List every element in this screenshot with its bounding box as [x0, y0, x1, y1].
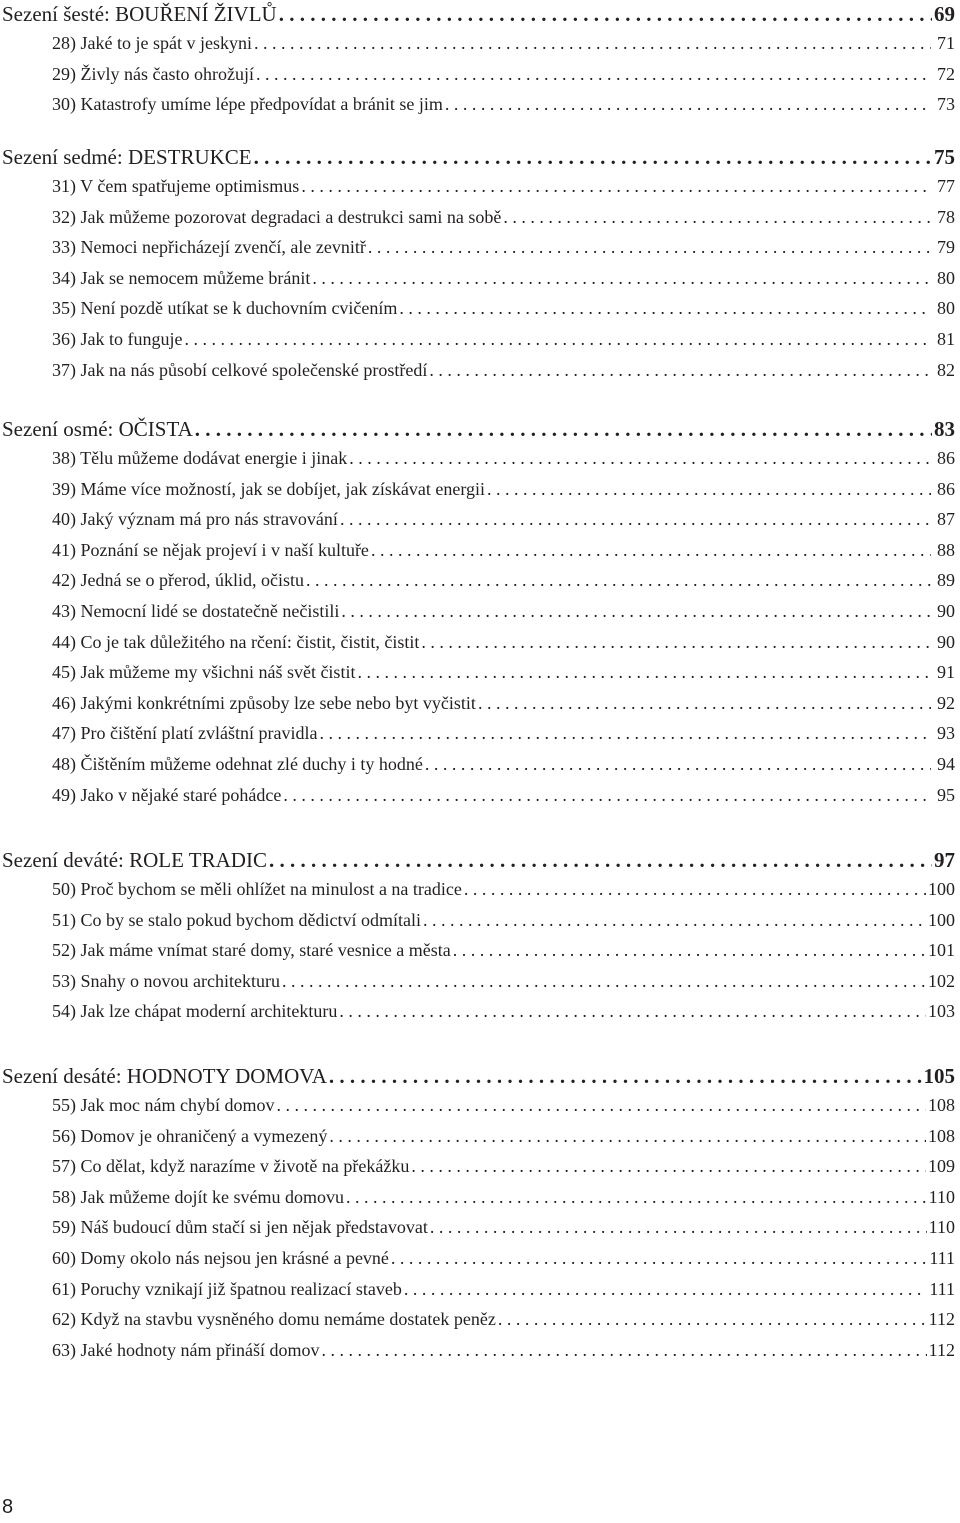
entry-page-number: 78 [937, 206, 955, 227]
dot-leader [279, 2, 932, 27]
dot-leader [421, 632, 931, 653]
entry-title: 48) Čištěním můžeme odehnat zlé duchy i ty hodné [52, 753, 423, 774]
entry-page-number: 89 [937, 570, 955, 591]
entry-page-number: 111 [929, 1247, 955, 1268]
section-title: Sezení šesté: BOUŘENÍ ŽIVLŮ [2, 2, 277, 26]
entry-title: 28) Jaké to je spát v jeskyni [52, 33, 252, 53]
entry-title: 60) Domy okolo nás nejsou jen krásné a pevné [52, 1247, 389, 1268]
entry-title: 38) Tělu můžeme dodávat energie i jinak [52, 448, 348, 468]
entry-page-number: 81 [937, 328, 955, 349]
entry-title: 42) Jedná se o přerod, úklid, očistu [52, 570, 304, 591]
dot-leader [301, 176, 931, 197]
entry-page-number: 95 [937, 784, 955, 805]
dot-leader [453, 940, 926, 961]
section-page-number: 69 [934, 2, 955, 26]
dot-leader [329, 1126, 926, 1147]
entry-page-number: 93 [937, 723, 955, 744]
toc-entry[interactable] [0, 360, 955, 391]
toc-entry[interactable] [0, 910, 955, 941]
entry-title: 52) Jak máme vnímat staré domy, staré vesnice a města [52, 940, 451, 961]
dot-leader [339, 1001, 926, 1022]
entry-page-number: 92 [937, 692, 955, 713]
entry-page-number: 102 [928, 970, 955, 991]
section-page-number: 83 [934, 417, 955, 441]
toc-entry[interactable] [0, 785, 955, 816]
entry-title: 45) Jak můžeme my všichni náš svět čistit [52, 662, 356, 683]
entry-title: 31) V čem spatřujeme optimismus [52, 176, 300, 196]
toc-entry[interactable] [0, 754, 955, 785]
toc-entry[interactable] [0, 1126, 955, 1157]
entry-page-number: 90 [937, 600, 955, 621]
entry-title: 58) Jak můžeme dojít ke svému domovu [52, 1186, 344, 1207]
toc-entry[interactable] [0, 693, 955, 724]
toc-entry[interactable] [0, 176, 955, 207]
toc-section [0, 417, 955, 815]
dot-leader [429, 360, 931, 381]
entry-title: 43) Nemocní lidé se dostatečně nečistili [52, 600, 340, 621]
dot-leader [346, 1187, 927, 1208]
dot-leader [312, 268, 931, 289]
dot-leader [340, 509, 931, 530]
page-number: 8 [2, 1496, 14, 1518]
dot-leader [464, 879, 926, 900]
entry-title: 63) Jaké hodnoty nám přináší domov [52, 1339, 320, 1360]
dot-leader [256, 64, 931, 85]
section-page-number: 105 [923, 1064, 955, 1088]
entry-title: 49) Jako v nějaké staré pohádce [52, 784, 282, 805]
entry-title: 55) Jak moc nám chybí domov [52, 1095, 275, 1115]
toc-entry[interactable] [0, 298, 955, 329]
dot-leader [430, 1217, 927, 1238]
entry-page-number: 86 [937, 448, 955, 468]
entry-page-number: 103 [928, 1001, 955, 1022]
entry-title: 37) Jak na nás působí celkové společenské prostředí [52, 359, 428, 380]
entry-title: 35) Není pozdě utíkat se k duchovním cvičením [52, 298, 398, 319]
entry-page-number: 101 [928, 940, 955, 961]
entry-page-number: 82 [937, 359, 955, 380]
toc-entry[interactable] [0, 94, 955, 125]
toc-section-heading[interactable] [0, 848, 955, 879]
dot-leader [306, 570, 931, 591]
entry-page-number: 110 [928, 1186, 955, 1207]
entry-page-number: 73 [937, 94, 955, 115]
entry-title: 50) Proč bychom se měli ohlížet na minulost a na tradice [52, 879, 462, 899]
toc-entry[interactable] [0, 632, 955, 663]
toc-entry[interactable] [0, 448, 955, 479]
entry-page-number: 77 [937, 176, 955, 196]
toc-entry[interactable] [0, 971, 955, 1002]
dot-leader [487, 479, 931, 500]
toc-entry[interactable] [0, 540, 955, 571]
toc-entry[interactable] [0, 1248, 955, 1279]
section-title: Sezení osmé: OČISTA [2, 417, 193, 441]
entry-title: 47) Pro čištění platí zvláštní pravidla [52, 723, 318, 744]
entry-page-number: 112 [928, 1339, 955, 1360]
entry-title: 33) Nemoci nepřicházejí zvenčí, ale zevnitř [52, 237, 366, 258]
entry-page-number: 91 [937, 662, 955, 683]
entry-page-number: 109 [928, 1156, 955, 1177]
section-title: Sezení sedmé: DESTRUKCE [2, 145, 252, 169]
dot-leader [478, 693, 931, 714]
toc-entry[interactable] [0, 33, 955, 64]
entry-page-number: 100 [928, 879, 955, 899]
entry-page-number: 100 [928, 909, 955, 930]
entry-title: 39) Máme více možností, jak se dobíjet, jak získávat energii [52, 478, 486, 499]
entry-title: 41) Poznání se nějak projeví i v naší kultuře [52, 539, 369, 560]
entry-page-number: 108 [928, 1125, 955, 1146]
toc-entry[interactable] [0, 1340, 955, 1371]
toc-entry[interactable] [0, 662, 955, 693]
entry-page-number: 108 [928, 1095, 955, 1115]
dot-leader [341, 601, 931, 622]
entry-title: 54) Jak lze chápat moderní architekturu [52, 1001, 338, 1022]
toc-entry[interactable] [0, 1001, 955, 1032]
entry-title: 32) Jak můžeme pozorovat degradaci a destrukci sami na sobě [52, 206, 502, 227]
entry-page-number: 94 [937, 753, 955, 774]
dot-leader [503, 207, 931, 228]
entry-page-number: 87 [937, 509, 955, 530]
entry-title: 62) Když na stavbu vysněného domu nemáme dostatek peněz [52, 1309, 496, 1330]
toc-entry[interactable] [0, 207, 955, 238]
entry-title: 29) Živly nás často ohrožují [52, 63, 254, 84]
toc-section [0, 145, 955, 390]
toc-entry[interactable] [0, 64, 955, 95]
dot-leader [357, 662, 931, 683]
entry-page-number: 80 [937, 298, 955, 319]
toc-entry[interactable] [0, 1309, 955, 1340]
entry-title: 46) Jakými konkrétními způsoby lze sebe nebo byt vyčistit [52, 692, 476, 713]
entry-title: 51) Co by se stalo pokud bychom dědictví odmítali [52, 909, 421, 930]
dot-leader [184, 329, 931, 350]
section-page-number: 75 [934, 145, 955, 169]
entry-page-number: 80 [937, 267, 955, 288]
dot-leader [276, 1095, 926, 1116]
toc-entry[interactable] [0, 1279, 955, 1310]
section-title: Sezení desáté: HODNOTY DOMOVA [2, 1064, 327, 1088]
entry-title: 36) Jak to funguje [52, 328, 183, 349]
entry-page-number: 71 [937, 33, 955, 53]
toc-entry[interactable] [0, 601, 955, 632]
dot-leader [371, 540, 931, 561]
dot-leader [321, 1340, 926, 1361]
dot-leader [254, 145, 932, 170]
toc-section [0, 2, 955, 125]
entry-title: 56) Domov je ohraničený a vymezený [52, 1125, 328, 1146]
toc-entry[interactable] [0, 1156, 955, 1187]
toc-section [0, 1064, 955, 1370]
dot-leader [411, 1156, 926, 1177]
toc-entry[interactable] [0, 509, 955, 540]
dot-leader [195, 417, 932, 442]
dot-leader [404, 1279, 927, 1300]
toc-entry[interactable] [0, 268, 955, 299]
section-title: Sezení deváté: ROLE TRADIC [2, 848, 267, 872]
dot-leader [319, 723, 931, 744]
toc-entry[interactable] [0, 570, 955, 601]
toc-entry[interactable] [0, 1095, 955, 1126]
dot-leader [282, 971, 926, 992]
toc-entry[interactable] [0, 879, 955, 910]
entry-page-number: 88 [937, 539, 955, 560]
entry-page-number: 111 [929, 1278, 955, 1299]
section-page-number: 97 [934, 848, 955, 872]
toc-entry[interactable] [0, 1187, 955, 1218]
toc-entry[interactable] [0, 723, 955, 754]
dot-leader [425, 754, 931, 775]
dot-leader [269, 848, 932, 873]
entry-title: 61) Poruchy vznikají již špatnou realizací staveb [52, 1278, 402, 1299]
dot-leader [498, 1309, 927, 1330]
toc-section-heading[interactable] [0, 2, 955, 33]
entry-title: 53) Snahy o novou architekturu [52, 970, 280, 991]
toc-section-heading[interactable] [0, 1064, 955, 1095]
entry-title: 40) Jaký význam má pro nás stravování [52, 509, 338, 530]
toc-entry[interactable] [0, 237, 955, 268]
dot-leader [423, 910, 926, 931]
toc-entry[interactable] [0, 940, 955, 971]
dot-leader [254, 33, 931, 54]
entry-title: 34) Jak se nemocem můžeme bránit [52, 267, 311, 288]
toc-section-heading[interactable] [0, 417, 955, 448]
dot-leader [329, 1064, 922, 1089]
toc-entry[interactable] [0, 479, 955, 510]
toc-section [0, 848, 955, 1032]
dot-leader [391, 1248, 927, 1269]
dot-leader [368, 237, 931, 258]
entry-title: 30) Katastrofy umíme lépe předpovídat a bránit se jim [52, 94, 443, 115]
entry-title: 44) Co je tak důležitého na rčení: čistit, čistit, čistit [52, 631, 420, 652]
toc-entry[interactable] [0, 1217, 955, 1248]
dot-leader [399, 298, 931, 319]
toc-section-heading[interactable] [0, 145, 955, 176]
entry-page-number: 86 [937, 478, 955, 499]
entry-title: 57) Co dělat, když narazíme v životě na překážku [52, 1156, 410, 1177]
entry-page-number: 72 [937, 63, 955, 84]
dot-leader [283, 785, 931, 806]
entry-page-number: 110 [928, 1217, 955, 1238]
entry-page-number: 90 [937, 631, 955, 652]
dot-leader [349, 448, 931, 469]
toc-entry[interactable] [0, 329, 955, 360]
dot-leader [445, 94, 931, 115]
entry-page-number: 112 [928, 1309, 955, 1330]
entry-page-number: 79 [937, 237, 955, 258]
entry-title: 59) Náš budoucí dům stačí si jen nějak představovat [52, 1217, 428, 1238]
